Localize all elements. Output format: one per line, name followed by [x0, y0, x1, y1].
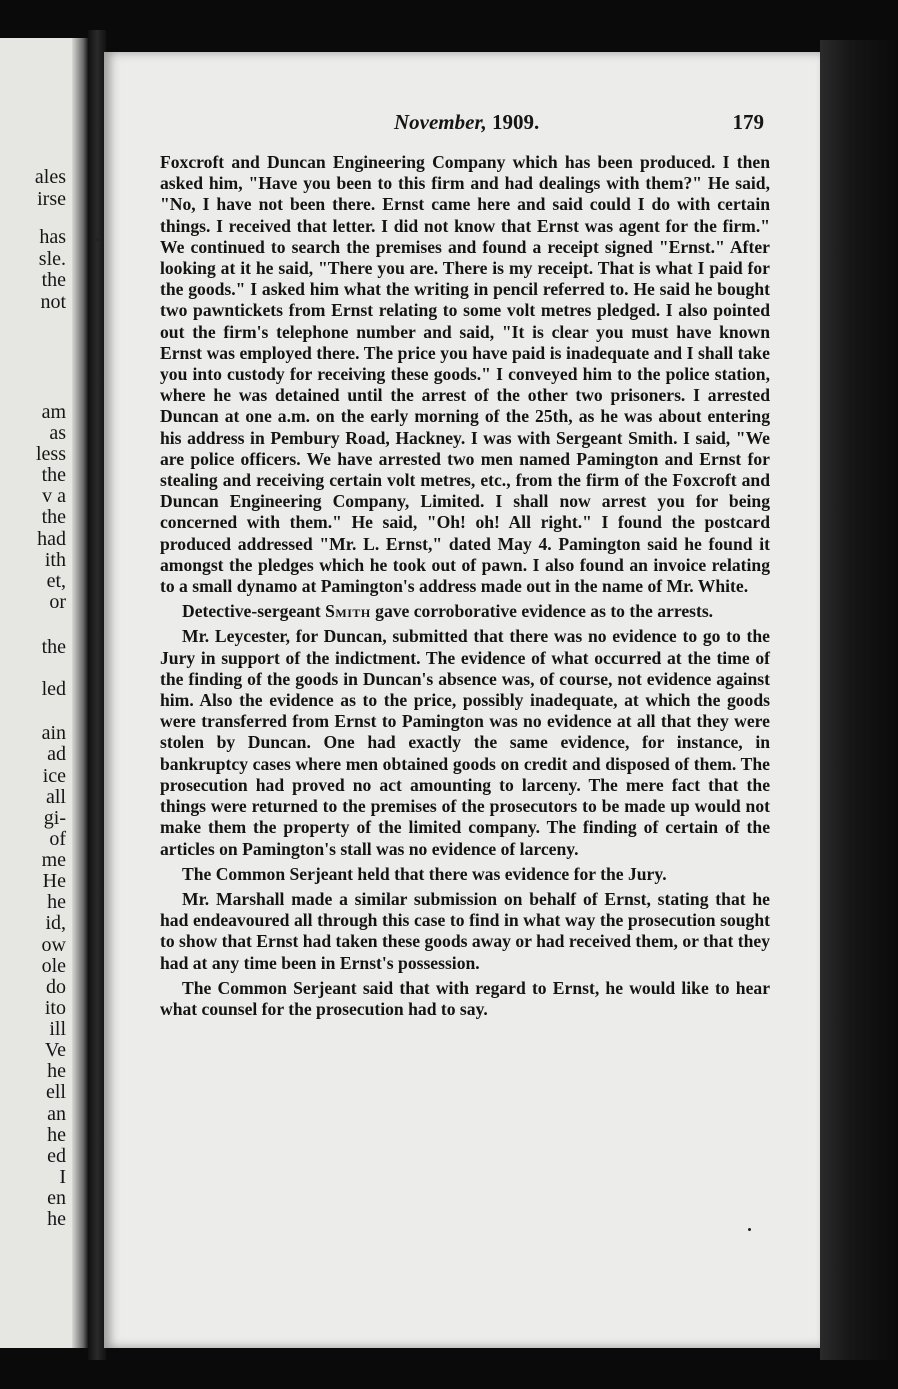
- left-page-fragment: ell: [46, 1081, 66, 1103]
- body-text: [160, 152, 770, 1024]
- left-page-fragment: the: [41, 269, 66, 291]
- left-page-fragment: led: [41, 678, 66, 700]
- left-page-fragment: He: [42, 870, 66, 892]
- left-page-fragment: ain: [41, 722, 66, 744]
- left-page-fragment: ice: [42, 765, 66, 787]
- left-page-fragment: gi-: [43, 807, 66, 829]
- paragraph-2-prefix: Detective-sergeant: [182, 601, 326, 622]
- left-page-fragment: had: [37, 528, 66, 550]
- left-page-fragment: v a: [42, 485, 66, 507]
- paragraph-1: Foxcroft and Duncan Engineering Company which has been produced. I then asked him, "Have you been to this firm and had dealings with them?" He said, "No, I have not been there. Ernst came here and said could I do with certain things. I received that letter. I did not know that Ernst was agent for the firm." We continued to search the premises and found a receipt signed "Ernst." After looking at it he said, "There you are. There is my receipt. That is what I paid for the goods." I asked him what the writing in pencil referred to. He said he bought two pawntickets from Ernst relating to some volt metres pledged. I also pointed out the firm's telephone number and said, "It is clear you must have known Ernst was employed there. The price you have paid is inadequate and I shall take you into custody for receiving these goods." I conveyed him to the police station, where he was detained until the arrest of the other two prisoners. I arrested Duncan at one a.m. on the early morning of the 25th, as he was about entering his address in Pembury Road, Hackney. I was with Sergeant Smith. I said, "We are police officers. We have arrested two men named Pamington and Ernst for stealing and receiving certain volt metres, etc., from the firm of the Foxcroft and Duncan Engineering Company, Limited. I shall now arrest you for being concerned with them." He said, "Oh! oh! All right." I found the postcard produced addressed "Mr. L. Ernst," dated May 4. Pamington said he found it amongst the pledges which he took out of pawn. I also found an invoice relating to a small dynamo at Pamington's address made out in the name of Mr. White.: [160, 152, 770, 597]
- left-page-fragment: ill: [49, 1018, 66, 1040]
- left-page-fragment: he: [47, 1208, 66, 1230]
- paragraph-2: [160, 601, 770, 622]
- left-page-fragment: the: [41, 464, 66, 486]
- left-page-fragment: has: [39, 226, 66, 248]
- left-page-fragment: et,: [46, 570, 66, 592]
- left-page-fragment: ad: [47, 743, 66, 765]
- left-page-fragment: as: [49, 422, 66, 444]
- left-page-fragment: ito: [44, 997, 66, 1019]
- left-page-fragment: an: [47, 1103, 66, 1125]
- scan-speck: [748, 1228, 751, 1231]
- paragraph-2-name: Smith: [325, 601, 371, 622]
- left-page-fragment: the: [41, 506, 66, 528]
- running-head-year: 1909.: [491, 110, 540, 134]
- left-page-fragment: Ve: [44, 1039, 66, 1061]
- left-page-fragment: the: [41, 636, 66, 658]
- left-page-fragment: he: [47, 1124, 66, 1146]
- left-page-fragment: of: [49, 828, 66, 850]
- previous-page-edge: [0, 38, 88, 1348]
- scan-speck: [96, 238, 99, 241]
- paragraph-4: The Common Serjeant held that there was evidence for the Jury.: [182, 863, 667, 884]
- left-page-fragment: ow: [41, 934, 66, 956]
- left-page-fragment: am: [41, 401, 66, 423]
- left-page-fragment: sle.: [38, 248, 66, 270]
- page-right-edge: [820, 40, 898, 1360]
- left-page-fragment: ole: [41, 955, 66, 977]
- paragraph-5: Mr. Marshall made a similar submission on behalf of Ernst, stating that he had endeavoured all through this case to find in what way the prosecution sought to show that Ernst had taken these goods away or had received them, or that they had at any time been in Ernst's possession.: [160, 888, 770, 973]
- left-page-fragment: id,: [45, 912, 66, 934]
- left-page-fragment: ith: [44, 549, 66, 571]
- left-page-fragment: me: [41, 849, 66, 871]
- left-page-fragment: or: [49, 591, 66, 613]
- running-head-month: November,: [394, 110, 487, 134]
- left-page-fragment: ales: [34, 166, 66, 188]
- left-page-fragment: ed: [47, 1145, 66, 1167]
- running-head: [394, 110, 539, 135]
- left-page-fragment: I: [59, 1166, 66, 1188]
- page-gutter-shadow: [72, 38, 88, 1348]
- page-header: [104, 110, 764, 140]
- paragraph-3: Mr. Leycester, for Duncan, submitted that there was no evidence to go to the Jury in support of the indictment. The evidence of what occurred at the time of the finding of the goods in Duncan's absence was, of course, not evidence against him. Also the evidence as to the price, possibly inadequate, at which the goods were transferred from Ernst to Pamington was no evidence at all that they were stolen by Duncan. One had exactly the same evidence, for instance, in bankruptcy cases where men obtained goods on credit and disposed of them. The prosecution had proved no act amounting to larceny. The mere fact that the things were returned to the premises of the prosecutors to be made up would not make them the property of the limited company. The finding of certain of the articles on Pamington's stall was no evidence of larceny.: [160, 626, 770, 859]
- left-page-fragment: not: [40, 291, 66, 313]
- left-page-fragment: en: [47, 1187, 66, 1209]
- left-page-fragment: he: [47, 891, 66, 913]
- page-number: 179: [732, 110, 764, 134]
- left-page-fragment: he: [47, 1060, 66, 1082]
- left-page-fragment: irse: [37, 188, 66, 210]
- paragraph-6: The Common Serjeant said that with regard to Ernst, he would like to hear what counsel for the prosecution had to say.: [160, 977, 770, 1019]
- left-page-fragment: all: [46, 786, 66, 808]
- left-page-fragment: do: [46, 976, 66, 998]
- left-page-fragment: less: [36, 443, 66, 465]
- paragraph-2-text: gave corroborative evidence as to the arrests.: [370, 601, 714, 622]
